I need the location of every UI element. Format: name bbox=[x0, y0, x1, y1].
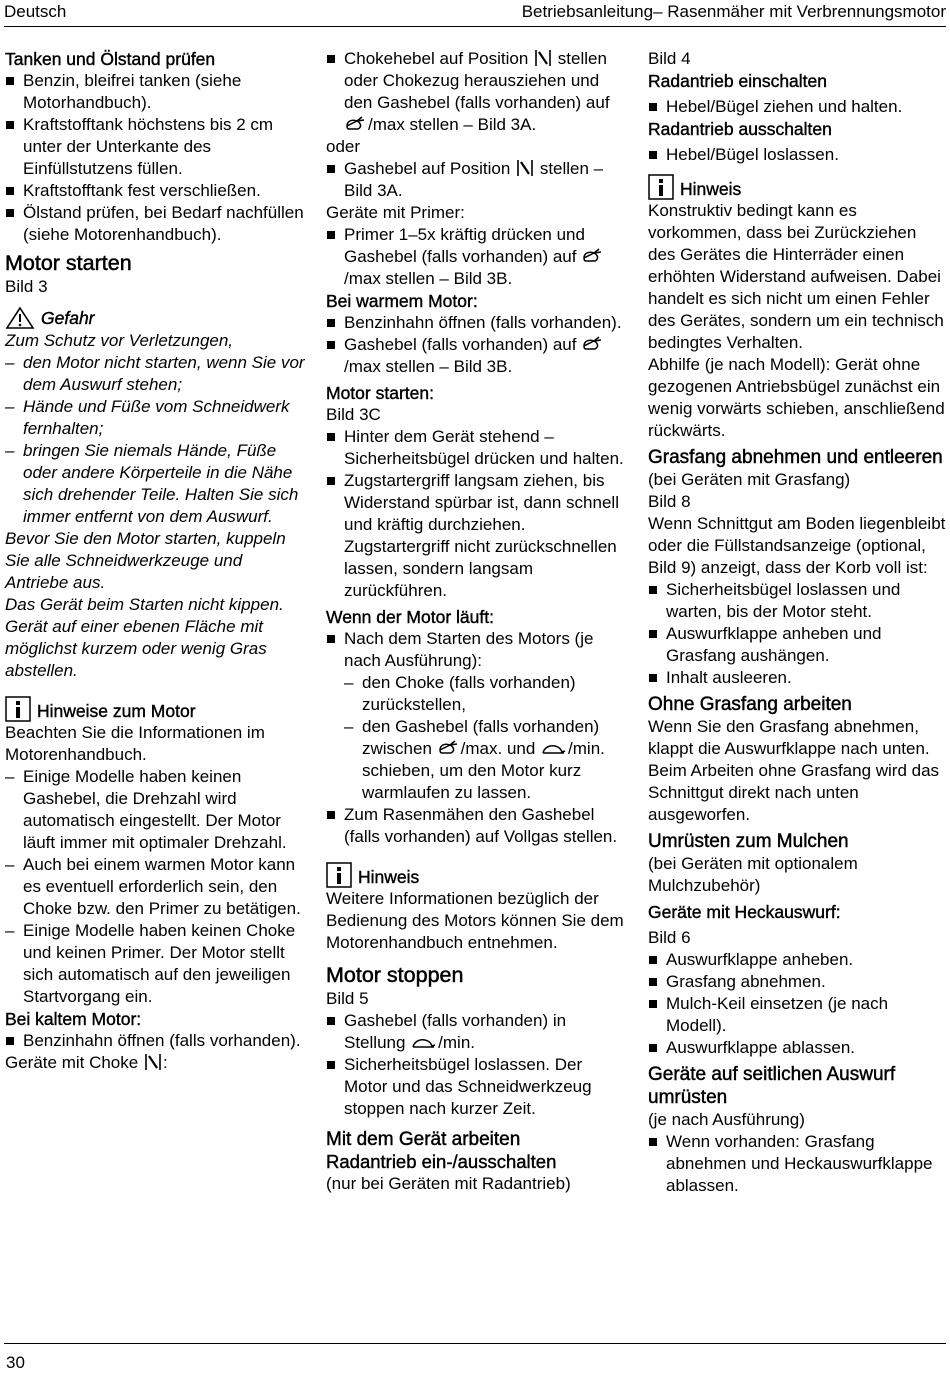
list-item: Primer 1–5x kräftig drücken und Gashebel (falls vorhanden) auf /max stellen – Bild 3B. bbox=[326, 224, 626, 290]
list-item: Gashebel (falls vorhanden) auf /max stellen – Bild 3B. bbox=[326, 334, 626, 378]
list-item: Benzinhahn öffnen (falls vorhanden). bbox=[326, 312, 626, 334]
list-item: Inhalt ausleeren. bbox=[648, 667, 948, 689]
heading-seitlich: Geräte auf seitlichen Auswurf umrüsten bbox=[648, 1064, 896, 1108]
paragraph: Wenn Schnittgut am Boden liegenbleibt oder die Füllstandsanzeige (optional, Bild 9) anzeigt, dass der Korb voll ist: bbox=[648, 514, 946, 577]
figure-ref: Bild 3C bbox=[326, 405, 381, 424]
list-item: Wenn vorhanden: Grasfang abnehmen und Heckauswurfklappe ablassen. bbox=[648, 1131, 948, 1197]
heading-heckauswurf: Geräte mit Heckauswurf: bbox=[648, 902, 841, 922]
danger-text: Zum Schutz vor Verletzungen, bbox=[5, 331, 234, 350]
danger-item: – Hände und Füße vom Schneidwerk fernhalten; bbox=[5, 397, 290, 438]
heading-laeuft: Wenn der Motor läuft: bbox=[326, 607, 494, 627]
figure-ref: Bild 8 bbox=[648, 492, 691, 511]
list-item: Ölstand prüfen, bei Bedarf nachfüllen (siehe Motorenhandbuch). bbox=[5, 202, 305, 246]
list-item: Zugstartergriff langsam ziehen, bis Widerstand spürbar ist, dann schnell und kräftig durchziehen. Zugstartergriff nicht zurückschnellen lassen, sondern langsam zurückführen. bbox=[326, 470, 626, 602]
list-item: Nach dem Starten des Motors (je nach Ausführung): bbox=[326, 628, 626, 672]
list-item: Auswurfklappe anheben. bbox=[648, 949, 948, 971]
figure-ref: Bild 4 bbox=[648, 49, 691, 68]
list-item: Gashebel auf Position stellen – Bild 3A. bbox=[326, 158, 626, 202]
rabbit-icon bbox=[344, 114, 368, 134]
danger-heading bbox=[5, 306, 305, 330]
figure-ref: Bild 6 bbox=[648, 928, 691, 947]
paragraph: Abhilfe (je nach Modell): Gerät ohne gezogenen Antriebsbügel zunächst ein wenig vorwärts schieben, anschließend rückwärts. bbox=[648, 355, 945, 440]
rabbit-icon bbox=[581, 334, 605, 354]
page-header bbox=[4, 0, 946, 27]
list-item: Sicherheitsbügel loslassen und warten, bis der Motor steht. bbox=[648, 579, 948, 623]
note-heading bbox=[648, 174, 948, 200]
turtle-icon bbox=[410, 1034, 438, 1052]
paragraph: Konstruktiv bedingt kann es vorkommen, dass bei Zurückziehen des Gerätes die Hinterräder einen erhöhten Widerstand aufweisen. Dabei handelt es sich nicht um einen Fehler des Gerätes, sondern um ein technisch bedingtes Verhalten. bbox=[648, 201, 944, 352]
list-item: Kraftstofftank höchstens bis 2 cm unter der Unterkante des Einfüllstutzens füllen. bbox=[5, 114, 305, 180]
paragraph: (nur bei Geräten mit Radantrieb) bbox=[326, 1174, 571, 1193]
page-number: 30 bbox=[6, 1353, 25, 1372]
heading-motor-starten: Motor starten bbox=[5, 251, 132, 275]
heading-tanken: Tanken und Ölstand prüfen bbox=[5, 49, 216, 69]
list-item: Zum Rasenmähen den Gashebel (falls vorhanden) auf Vollgas stellen. bbox=[326, 804, 626, 848]
heading-motor-stoppen: Motor stoppen bbox=[326, 963, 464, 987]
choke-icon bbox=[533, 48, 553, 68]
list-item: Auswurfklappe anheben und Grasfang aushängen. bbox=[648, 623, 948, 667]
list-item: – Einige Modelle haben keinen Choke und keinen Primer. Der Motor stellt sich automatisch auf den jeweiligen Startvorgang ein. bbox=[5, 921, 296, 1006]
list-item: Hinter dem Gerät stehend – Sicherheitsbügel drücken und halten. bbox=[326, 426, 626, 470]
note-heading bbox=[5, 696, 305, 722]
heading-mulchen: Umrüsten zum Mulchen bbox=[648, 831, 849, 852]
warning-icon bbox=[5, 306, 35, 330]
heading-aus: Radantrieb ausschalten bbox=[648, 119, 832, 139]
list-item: Grasfang abnehmen. bbox=[648, 971, 948, 993]
paragraph: (je nach Ausführung) bbox=[648, 1110, 805, 1129]
list-item: Hebel/Bügel ziehen und halten. bbox=[648, 96, 948, 118]
paragraph: Weitere Informationen bezüglich der Bedienung des Motors können Sie dem Motorenhandbuch entnehmen. bbox=[326, 889, 624, 952]
note-label: Hinweis bbox=[680, 179, 742, 199]
heading-arbeiten: Mit dem Gerät arbeiten bbox=[326, 1129, 521, 1150]
list-item: – Einige Modelle haben keinen Gashebel, die Drehzahl wird automatisch eingestellt. Der Motor läuft immer mit optimaler Drehzahl. bbox=[5, 767, 287, 852]
danger-label: Gefahr bbox=[41, 308, 95, 328]
heading-warm: Bei warmem Motor: bbox=[326, 291, 478, 311]
note-label: Hinweis bbox=[358, 867, 420, 887]
column-3 bbox=[648, 48, 948, 1197]
paragraph: (bei Geräten mit Grasfang) bbox=[648, 470, 851, 489]
figure-ref: Bild 3 bbox=[5, 277, 48, 296]
list-item: Auswurfklappe ablassen. bbox=[648, 1037, 948, 1059]
paragraph: Geräte mit Choke : bbox=[5, 1053, 168, 1072]
danger-item: – den Motor nicht starten, wenn Sie vor dem Auswurf stehen; bbox=[5, 353, 305, 394]
document-title: Betriebsanleitung– Rasenmäher mit Verbrennungsmotor bbox=[521, 2, 946, 21]
info-icon bbox=[648, 174, 674, 200]
note-label: Hinweise zum Motor bbox=[37, 701, 196, 721]
list-item: Benzin, bleifrei tanken (siehe Motorhandbuch). bbox=[5, 70, 305, 114]
paragraph: Geräte mit Primer: bbox=[326, 203, 465, 222]
list-item: Gashebel (falls vorhanden) in Stellung /min. bbox=[326, 1010, 626, 1054]
figure-ref: Bild 5 bbox=[326, 989, 369, 1008]
info-icon bbox=[326, 862, 352, 888]
list-item: Mulch-Keil einsetzen (je nach Modell). bbox=[648, 993, 948, 1037]
heading-ein: Radantrieb einschalten bbox=[648, 71, 828, 91]
choke-icon bbox=[143, 1052, 163, 1072]
heading-radantrieb: Radantrieb ein-/ausschalten bbox=[326, 1151, 557, 1172]
paragraph: (bei Geräten mit optionalem Mulchzubehör) bbox=[648, 854, 858, 895]
column-2 bbox=[326, 48, 626, 1195]
footer-divider bbox=[4, 1343, 946, 1344]
heading-ohne-grasfang: Ohne Grasfang arbeiten bbox=[648, 694, 852, 715]
sub-item: – den Gashebel (falls vorhanden) zwischen /max. und /min. schieben, um den Motor kurz warmlaufen zu lassen. bbox=[344, 717, 605, 802]
heading-grasfang: Grasfang abnehmen und entleeren bbox=[648, 447, 943, 468]
choke-icon bbox=[515, 158, 535, 178]
list-item: Benzinhahn öffnen (falls vorhanden). bbox=[5, 1030, 305, 1052]
paragraph: Wenn Sie den Grasfang abnehmen, klappt die Auswurfklappe nach unten. Beim Arbeiten ohne Grasfang wird das Schnittgut direkt nach unten ausgeworfen. bbox=[648, 717, 940, 824]
rabbit-icon bbox=[437, 738, 461, 758]
turtle-icon bbox=[540, 740, 568, 758]
danger-item: – bringen Sie niemals Hände, Füße oder andere Körperteile in die Nähe sich drehender Teile. Halten Sie sich immer entfernt von dem Auswurf. bbox=[5, 441, 299, 526]
paragraph: oder bbox=[326, 137, 361, 156]
sub-item: – den Choke (falls vorhanden) zurückstellen, bbox=[344, 673, 576, 714]
rabbit-icon bbox=[581, 246, 605, 266]
danger-text: Bevor Sie den Motor starten, kuppeln Sie alle Schneidwerkzeuge und Antriebe aus. bbox=[5, 529, 286, 592]
list-item: Chokehebel auf Position stellen oder Chokezug herausziehen und den Gashebel (falls vorhanden) auf /max stellen – Bild 3A. bbox=[326, 48, 626, 136]
paragraph: Beachten Sie die Informationen im Motorenhandbuch. bbox=[5, 723, 265, 764]
danger-text: Das Gerät beim Starten nicht kippen. Gerät auf einer ebenen Fläche mit möglichst kurzem oder wenig Gras abstellen. bbox=[5, 595, 284, 680]
list-item: Kraftstofftank fest verschließen. bbox=[5, 180, 305, 202]
language-label: Deutsch bbox=[4, 2, 67, 21]
heading-motor-starten-2: Motor starten: bbox=[326, 383, 434, 403]
list-item: – Auch bei einem warmen Motor kann es eventuell erforderlich sein, den Choke bzw. den Primer zu betätigen. bbox=[5, 855, 301, 918]
note-heading bbox=[326, 862, 626, 888]
heading-kalt: Bei kaltem Motor: bbox=[5, 1009, 142, 1029]
column-1 bbox=[5, 48, 305, 1074]
list-item: Hebel/Bügel loslassen. bbox=[648, 144, 948, 166]
list-item: Sicherheitsbügel loslassen. Der Motor und das Schneidwerkzeug stoppen nach kurzer Zeit. bbox=[326, 1054, 626, 1120]
info-icon bbox=[5, 696, 31, 722]
